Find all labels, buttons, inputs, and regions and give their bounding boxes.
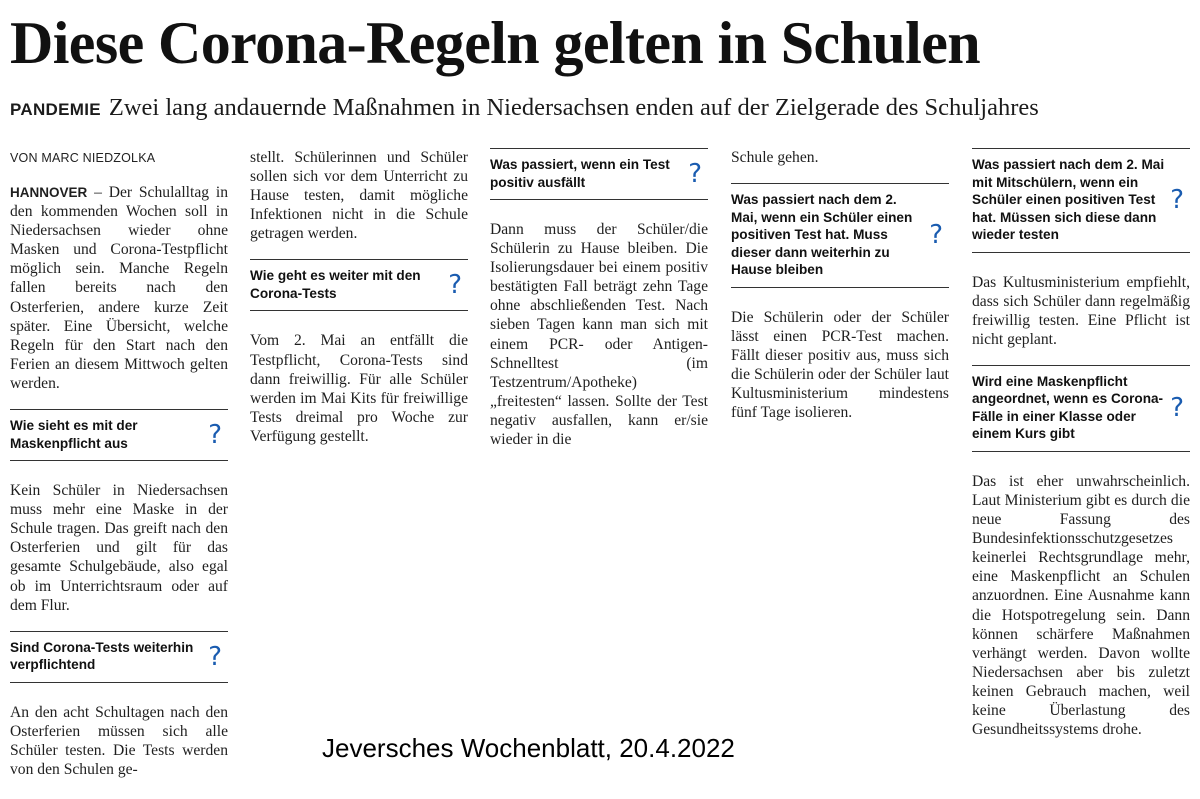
question-mark-icon: ?: [688, 159, 702, 189]
answer-paragraph: Vom 2. Mai an entfällt die Testpflicht, Corona-Tests sind dann freiwillig. Für alle Schüler werden im Mai Kits für freiwillige Tests dreimal pro Woche zur Verfügung gestellt.: [250, 332, 468, 445]
column-2: [250, 148, 468, 446]
kicker: PANDEMIE: [10, 100, 101, 119]
question-heading: Was passiert nach dem 2. Mai, wenn ein Schüler einen positiven Test hat. Muss dieser dann weiterhin zu Hause bleiben: [731, 192, 913, 278]
question-box: [490, 148, 708, 200]
column-5: [972, 148, 1190, 739]
column-3: [490, 148, 708, 449]
answer-paragraph: An den acht Schultagen nach den Osterferien müssen sich alle Schüler testen. Die Tests werden von den Schulen ge-: [10, 703, 228, 778]
question-mark-icon: ?: [1170, 185, 1184, 216]
question-heading: Wie geht es weiter mit den Corona-Tests: [250, 268, 421, 301]
question-box: [972, 148, 1190, 253]
dateline: HANNOVER: [10, 185, 88, 200]
answer-paragraph: Das Kultusministerium empfiehlt, dass sich Schüler dann regelmäßig freiwillig testen. Eine Pflicht ist nicht geplant.: [972, 273, 1190, 348]
question-mark-icon: ?: [208, 420, 222, 451]
question-mark-icon: ?: [929, 220, 943, 251]
continued-paragraph: stellt. Schülerinnen und Schüler sollen sich vor dem Unterricht zu Hause testen, damit mögliche Infektionen nicht in die Schule getragen werden.: [250, 149, 468, 243]
byline: VON MARC NIEDZOLKA: [10, 151, 156, 165]
question-mark-icon: ?: [208, 641, 222, 672]
continued-paragraph: Schule gehen.: [731, 149, 819, 166]
intro-paragraph: HANNOVER – Der Schulalltag in den kommenden Wochen soll in Niedersachsen wieder ohne Masken und Corona-Testpflicht möglich sein. Manche Regeln fallen bereits nach den Osterferien, andere kurze Zeit später. Eine Übersicht, welche Regeln für den Start nach den Ferien an diesem Mittwoch gelten werden.: [10, 184, 228, 392]
question-mark-icon: ?: [448, 270, 462, 301]
answer-paragraph: Dann muss der Schüler/die Schülerin zu Hause bleiben. Die Isolierungsdauer bei einem positiv bestätigten Fall beträgt zehn Tage ohne abschließenden Test. Nach sieben Tagen kann man sich mit einem PCR- oder Antigen-Schnelltest (im Testzentrum/Apotheke) „freitesten“ lassen. Sollte der Test negativ ausfallen, kann er/sie wieder in die: [490, 221, 708, 449]
question-mark-icon: ?: [1170, 393, 1184, 424]
column-4: [731, 148, 949, 422]
subheadline: [10, 92, 1195, 126]
headline: Diese Corona-Regeln gelten in Schulen: [10, 10, 980, 76]
question-heading: Wird eine Maskenpflicht angeordnet, wenn es Corona-Fälle in einer Klasse oder einem Kurs gibt: [972, 373, 1164, 442]
question-heading: Sind Corona-Tests weiterhin verpflichtend: [10, 639, 194, 673]
answer-paragraph: Das ist eher unwahrscheinlich. Laut Ministerium gibt es durch die neue Fassung des Bundesinfektionsschutzgesetzes keinerlei Rechtsgrundlage mehr, eine Maskenpflicht an Schulen anzuordnen. Eine Ausnahme kann die Hotspotregelung sein. Dann können schärfere Maßnahmen verhängt werden. Davon wollte Niedersachsen aber bis zuletzt keinen Gebrauch machen, weil keine Überlastung des Gesundheitssystems drohe.: [972, 472, 1190, 739]
question-box: [10, 631, 228, 683]
answer-paragraph: Kein Schüler in Niedersachsen muss mehr eine Maske in der Schule tragen. Das greift nach den Osterferien und gilt für das gesamte Schulgebäude, also egal ob im Unterrichtsraum oder auf dem Flur.: [10, 482, 228, 614]
question-box: [731, 183, 949, 288]
question-heading: Was passiert, wenn ein Test positiv ausfällt: [490, 157, 670, 190]
source-credit: Jeversches Wochenblatt, 20.4.2022: [322, 733, 735, 763]
column-1: [10, 148, 228, 779]
answer-paragraph: Die Schülerin oder der Schüler lässt einen PCR-Test machen. Fällt dieser positiv aus, muss sich die Schülerin oder der Schüler laut Kultusministerium mindestens fünf Tage isolieren.: [731, 308, 949, 422]
question-heading: Was passiert nach dem 2. Mai mit Mitschülern, wenn ein Schüler einen positiven Test hat. Müssen sich diese dann wieder testen: [972, 157, 1165, 242]
question-box: [250, 259, 468, 311]
question-heading: Wie sieht es mit der Maskenpflicht aus: [10, 418, 138, 451]
question-box: [972, 365, 1190, 452]
subheadline-text: Zwei lang andauernde Maßnahmen in Niedersachsen enden auf der Zielgerade des Schuljahres: [108, 94, 1039, 121]
question-box: [10, 409, 228, 461]
